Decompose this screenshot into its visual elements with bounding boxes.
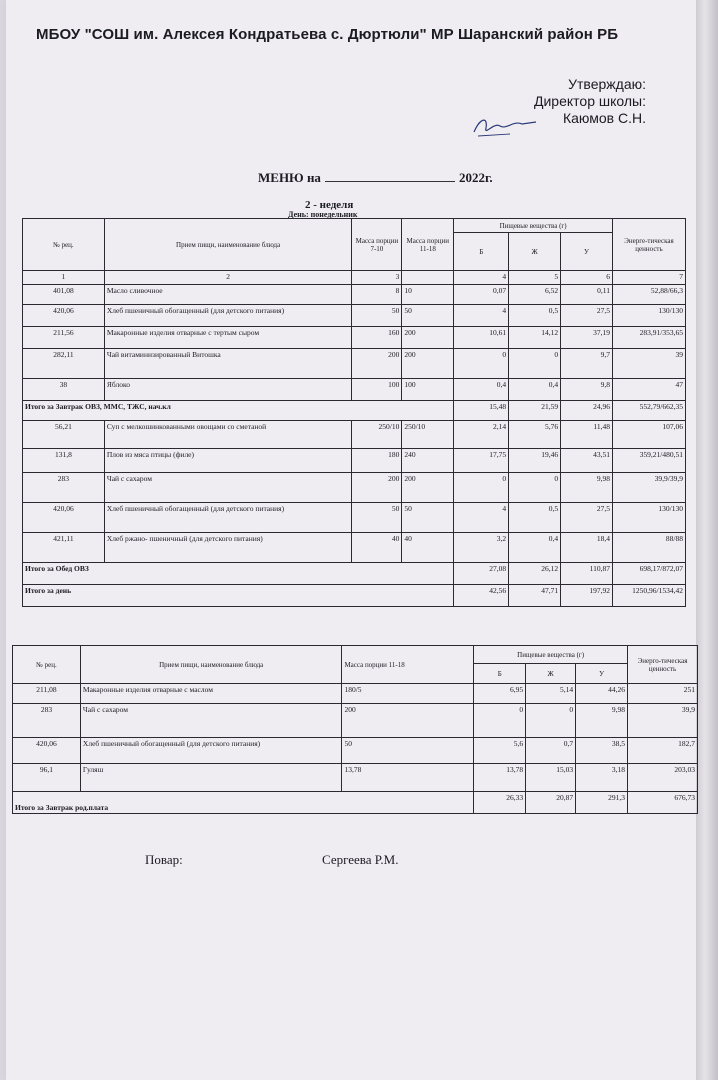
col-dish: Прием пищи, наименование блюда: [104, 219, 352, 271]
total-b: 27,08: [454, 563, 509, 585]
col-dish: Прием пищи, наименование блюда: [80, 646, 342, 684]
cell-rec: 420,06: [23, 305, 105, 327]
cell-mass-11-18: 200: [402, 473, 454, 503]
cell-u: 44,26: [576, 684, 628, 704]
total-breakfast-row: [23, 401, 686, 421]
cell-b: 2,14: [454, 421, 509, 449]
cell-rec: 420,06: [13, 738, 81, 764]
total-label: Итого за Обед ОВЗ: [23, 563, 454, 585]
col-zh: Ж: [509, 233, 561, 271]
cell-rec: 401,08: [23, 285, 105, 305]
col-mass-7-10: Масса порции 7-10: [352, 219, 402, 271]
table-row: [23, 449, 686, 473]
week-label: 2 - неделя: [305, 199, 354, 211]
cell-dish: Плов из мяса птицы (филе): [104, 449, 352, 473]
table-row: [23, 285, 686, 305]
cell-dish: Хлеб пшеничный обогащенный (для детского питания): [104, 503, 352, 533]
table-row: [23, 327, 686, 349]
total-day-row: [23, 585, 686, 607]
cell-mass-7-10: 200: [352, 473, 402, 503]
table-row: [23, 421, 686, 449]
total-u: 24,96: [561, 401, 613, 421]
cell-mass-7-10: 8: [352, 285, 402, 305]
cell-b: 17,75: [454, 449, 509, 473]
cell-u: 0,11: [561, 285, 613, 305]
total-u: 110,87: [561, 563, 613, 585]
breakfast-rows: [23, 285, 686, 401]
total-u: 197,92: [561, 585, 613, 607]
cell-rec: 420,06: [23, 503, 105, 533]
column-number-row: [23, 271, 686, 285]
total-zh: 26,12: [509, 563, 561, 585]
col-rec: № рец.: [13, 646, 81, 684]
cell-energy: 251: [628, 684, 698, 704]
cell-b: 5,6: [474, 738, 526, 764]
cell-b: 13,78: [474, 764, 526, 792]
cell-rec: 282,11: [23, 349, 105, 379]
cell-mass-11-18: 250/10: [402, 421, 454, 449]
cell-energy: 47: [612, 379, 685, 401]
total-energy: 698,17/872,07: [612, 563, 685, 585]
total-lunch-row: [23, 563, 686, 585]
cell-energy: 52,88/66,3: [612, 285, 685, 305]
cell-mass-7-10: 180: [352, 449, 402, 473]
approval-line-1: Утверждаю:: [568, 76, 646, 92]
total-zh: 21,59: [509, 401, 561, 421]
col-u: У: [561, 233, 613, 271]
cell-energy: 283,91/353,65: [612, 327, 685, 349]
cook-label: Повар:: [145, 852, 183, 867]
table-row: [23, 473, 686, 503]
total-u: 291,3: [576, 792, 628, 814]
cell-mass-11-18: 40: [402, 533, 454, 563]
cell-dish: Хлеб ржано- пшеничный (для детского питания): [104, 533, 352, 563]
cell-rec: 283: [13, 704, 81, 738]
total-label: Итого за день: [23, 585, 454, 607]
cell-u: 11,48: [561, 421, 613, 449]
cell-mass-7-10: 50: [352, 305, 402, 327]
cook-name: Сергеева Р.М.: [322, 852, 399, 867]
total-b: 15,48: [454, 401, 509, 421]
table-row: [23, 533, 686, 563]
total-b: 26,33: [474, 792, 526, 814]
cell-mass-11-18: 50: [402, 503, 454, 533]
col-zh: Ж: [526, 664, 576, 684]
cell-dish: Хлеб пшеничный обогащенный (для детского питания): [80, 738, 342, 764]
cell-u: 9,7: [561, 349, 613, 379]
cell-b: 6,95: [474, 684, 526, 704]
cell-rec: 421,11: [23, 533, 105, 563]
cell-zh: 5,14: [526, 684, 576, 704]
cell-rec: 131,8: [23, 449, 105, 473]
col-number: 3: [352, 271, 402, 285]
paid-breakfast-rows: [13, 684, 698, 792]
cell-mass-11-18: 100: [402, 379, 454, 401]
table-row: [13, 704, 698, 738]
cell-mass-7-10: 50: [352, 503, 402, 533]
cell-rec: 211,08: [13, 684, 81, 704]
cell-u: 43,51: [561, 449, 613, 473]
cell-rec: 283: [23, 473, 105, 503]
cell-b: 4: [454, 305, 509, 327]
approval-block: [534, 76, 646, 127]
cell-zh: 0,5: [509, 503, 561, 533]
cell-zh: 15,03: [526, 764, 576, 792]
cell-zh: 0,5: [509, 305, 561, 327]
col-number: [402, 271, 454, 285]
cell-u: 37,19: [561, 327, 613, 349]
col-number: 7: [612, 271, 685, 285]
table-row: [23, 305, 686, 327]
cell-u: 3,18: [576, 764, 628, 792]
cell-u: 18,4: [561, 533, 613, 563]
cell-mass-7-10: 250/10: [352, 421, 402, 449]
col-b: Б: [454, 233, 509, 271]
col-number: 4: [454, 271, 509, 285]
cell-b: 4: [454, 503, 509, 533]
total-label: Итого за Завтрак ОВЗ, ММС, ТЖС, нач.кл: [23, 401, 454, 421]
cell-zh: 0: [526, 704, 576, 738]
cell-dish: Макаронные изделия отварные с тертым сыром: [104, 327, 352, 349]
cell-u: 9,98: [576, 704, 628, 738]
cell-mass: 200: [342, 704, 474, 738]
cell-mass-11-18: 200: [402, 349, 454, 379]
lunch-rows: [23, 421, 686, 563]
total-zh: 47,71: [509, 585, 561, 607]
total-zh: 20,87: [526, 792, 576, 814]
cell-u: 27,5: [561, 305, 613, 327]
cell-energy: 203,03: [628, 764, 698, 792]
cell-dish: Хлеб пшеничный обогащенный (для детского питания): [104, 305, 352, 327]
approval-line-2: Директор школы:: [534, 93, 646, 109]
cell-dish: Чай с сахаром: [80, 704, 342, 738]
cell-dish: Чай витаминизированный Витошка: [104, 349, 352, 379]
cell-b: 3,2: [454, 533, 509, 563]
col-nutrients: Пищевые вещества (г): [474, 646, 628, 664]
cell-rec: 56,21: [23, 421, 105, 449]
menu-year: 2022г.: [458, 170, 493, 185]
cell-b: 0: [454, 473, 509, 503]
table-row: [13, 684, 698, 704]
cell-dish: Яблоко: [104, 379, 352, 401]
cell-energy: 182,7: [628, 738, 698, 764]
cell-mass-7-10: 100: [352, 379, 402, 401]
cell-energy: 88/88: [612, 533, 685, 563]
cell-dish: Чай с сахаром: [104, 473, 352, 503]
menu-table-ovz: [22, 218, 686, 607]
date-blank: [325, 181, 455, 182]
cell-zh: 0,4: [509, 379, 561, 401]
school-header: МБОУ "СОШ им. Алексея Кондратьева с. Дюртюли" МР Шаранский район РБ: [36, 26, 619, 43]
cell-mass-7-10: 200: [352, 349, 402, 379]
cell-zh: 0,4: [509, 533, 561, 563]
table-row: [23, 379, 686, 401]
cell-b: 0,4: [454, 379, 509, 401]
cell-mass-11-18: 50: [402, 305, 454, 327]
cell-energy: 130/130: [612, 305, 685, 327]
col-number: 6: [561, 271, 613, 285]
cell-mass-7-10: 40: [352, 533, 402, 563]
total-energy: 1250,96/1534,42: [612, 585, 685, 607]
cell-rec: 96,1: [13, 764, 81, 792]
cell-b: 0,07: [454, 285, 509, 305]
col-mass-11-18: Масса порции 11-18: [402, 219, 454, 271]
approval-line-3: Каюмов С.Н.: [562, 110, 646, 126]
day-label: День: понедельник: [288, 210, 358, 219]
menu-date-line: [258, 170, 493, 186]
cell-rec: 211,56: [23, 327, 105, 349]
table-row: [13, 764, 698, 792]
total-energy: 676,73: [628, 792, 698, 814]
col-b: Б: [474, 664, 526, 684]
cell-zh: 0,7: [526, 738, 576, 764]
cell-energy: 107,06: [612, 421, 685, 449]
total-label: Итого за Завтрак род.плата: [13, 792, 474, 814]
total-paid-row: [13, 792, 698, 814]
cell-mass-7-10: 160: [352, 327, 402, 349]
cell-mass: 50: [342, 738, 474, 764]
page-edge: [696, 0, 718, 1080]
cell-zh: 5,76: [509, 421, 561, 449]
cell-u: 9,8: [561, 379, 613, 401]
cell-energy: 359,21/480,51: [612, 449, 685, 473]
cell-energy: 39: [612, 349, 685, 379]
table-row: [23, 503, 686, 533]
col-mass: Масса порции 11-18: [342, 646, 474, 684]
cell-u: 9,98: [561, 473, 613, 503]
cell-dish: Масло сливочное: [104, 285, 352, 305]
cell-b: 10,61: [454, 327, 509, 349]
col-rec: № рец.: [23, 219, 105, 271]
total-energy: 552,79/662,35: [612, 401, 685, 421]
cell-energy: 39,9/39,9: [612, 473, 685, 503]
cell-u: 27,5: [561, 503, 613, 533]
cell-dish: Гуляш: [80, 764, 342, 792]
menu-label: МЕНЮ на: [258, 170, 321, 185]
cell-energy: 130/130: [612, 503, 685, 533]
cell-b: 0: [474, 704, 526, 738]
cell-zh: 14,12: [509, 327, 561, 349]
cell-energy: 39,9: [628, 704, 698, 738]
cell-mass-11-18: 200: [402, 327, 454, 349]
menu-table-paid: [12, 645, 698, 814]
cell-mass-11-18: 10: [402, 285, 454, 305]
cell-dish: Суп с мелкошинкованными овощами со сметаной: [104, 421, 352, 449]
col-u: У: [576, 664, 628, 684]
cell-zh: 0: [509, 349, 561, 379]
cell-u: 38,5: [576, 738, 628, 764]
signature-icon: [470, 112, 540, 142]
total-b: 42,56: [454, 585, 509, 607]
table-row: [23, 349, 686, 379]
cell-dish: Макаронные изделия отварные с маслом: [80, 684, 342, 704]
cell-mass-11-18: 240: [402, 449, 454, 473]
cell-zh: 19,46: [509, 449, 561, 473]
cell-b: 0: [454, 349, 509, 379]
col-number: 2: [104, 271, 352, 285]
col-nutrients: Пищевые вещества (г): [454, 219, 613, 233]
col-energy: Энерге-тическая ценность: [612, 219, 685, 271]
cell-rec: 38: [23, 379, 105, 401]
cell-mass: 180/5: [342, 684, 474, 704]
cell-zh: 6,52: [509, 285, 561, 305]
cell-zh: 0: [509, 473, 561, 503]
col-number: 1: [23, 271, 105, 285]
col-energy: Энерго-тическая ценность: [628, 646, 698, 684]
cell-mass: 13,78: [342, 764, 474, 792]
col-number: 5: [509, 271, 561, 285]
table-row: [13, 738, 698, 764]
